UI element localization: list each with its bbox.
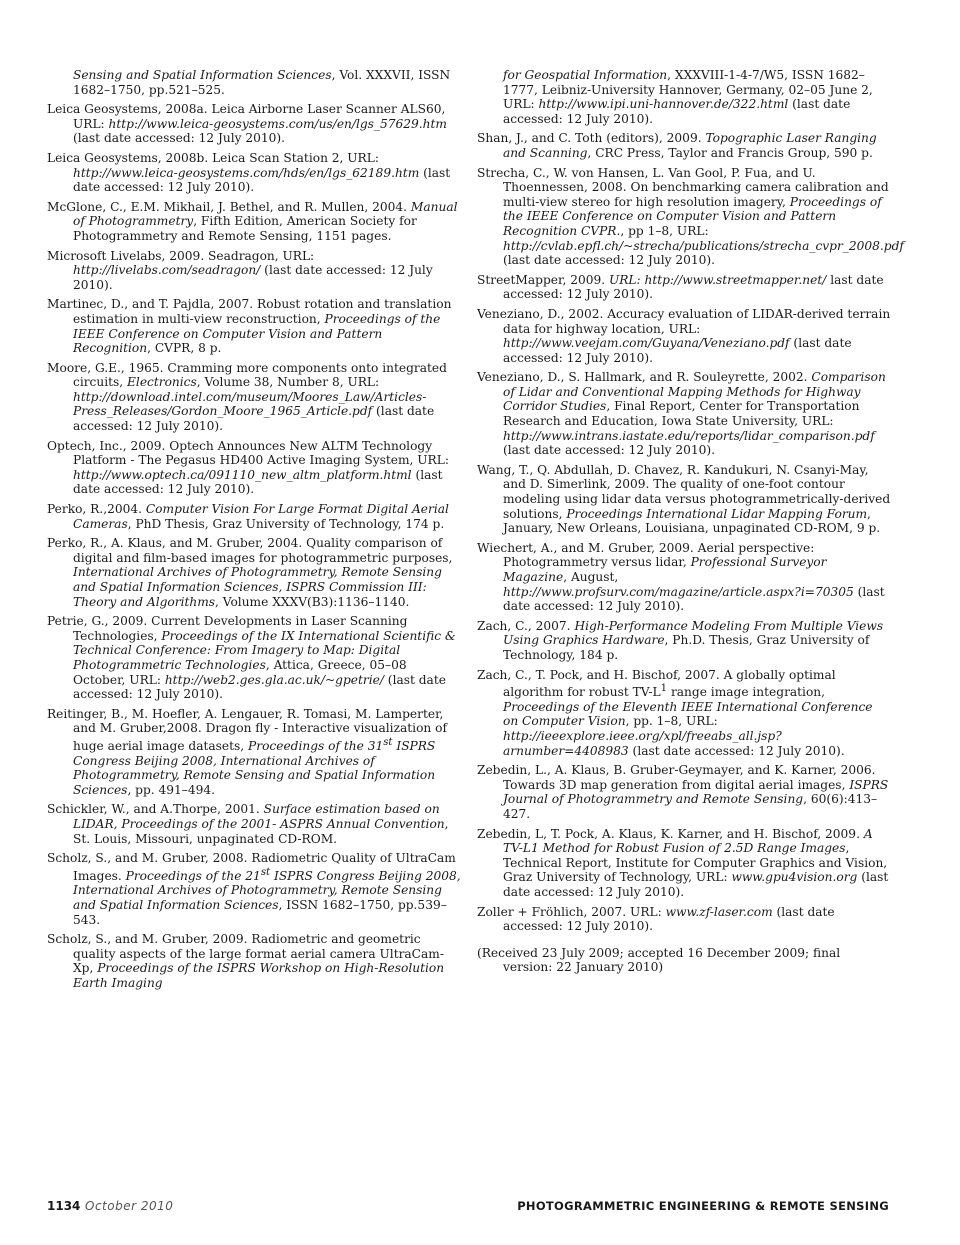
reference-entry: Zoller + Fröhlich, 2007. URL: www.zf-laser.com (last date accessed: 12 July 2010). (477, 904, 835, 934)
page-footer (47, 1199, 889, 1217)
left-column (47, 68, 461, 996)
reference-entry: Perko, R.,2004. Computer Vision For Large Format Digital Aerial Cameras, PhD Thesis, Graz University of Technology, 174 p. (47, 502, 449, 531)
reference-entry: Shan, J., and C. Toth (editors), 2009. Topographic Laser Ranging and Scanning, CRC Press, Taylor and Francis Group, 590 p. (477, 131, 877, 160)
issue-date: October 2010 (85, 1199, 174, 1213)
reference-entry: Schickler, W., and A.Thorpe, 2001. Surface estimation based on LIDAR, Proceedings of the 2001- ASPRS Annual Convention, St. Louis, Missouri, unpaginated CD-ROM. (47, 802, 449, 846)
reference-entry: Microsoft Livelabs, 2009. Seadragon, URL: http://livelabs.com/seadragon/ (last date accessed: 12 July 2010). (47, 248, 433, 292)
reference-entry: McGlone, C., E.M. Mikhail, J. Bethel, and R. Mullen, 2004. Manual of Photogrammetry, Fifth Edition, American Society for Photogrammetry and Remote Sensing, 1151 pages. (47, 199, 458, 243)
reference-entry: Moore, G.E., 1965. Cramming more components onto integrated circuits, Electronics, Volume 38, Number 8, URL: http://download.intel.com/museum/Moores_Law/Articles-Press_Releases/Gordon_Moore_1965_Article.pdf (last date accessed: 12 July 2010). (47, 360, 447, 434)
reference-entry: Strecha, C., W. von Hansen, L. Van Gool, P. Fua, and U. Thoennessen, 2008. On benchmarking camera calibration and multi-view stereo for high resolution imagery, Proceedings of the IEEE Conference on Computer Vision and Pattern Recognition CVPR., pp 1–8, URL: http://cvlab.epfl.ch/~strecha/publications/strecha_cvpr_2008.pdf (last date accessed: 12 July 2010). (477, 165, 904, 268)
reference-entry: Zach, C., T. Pock, and H. Bischof, 2007. A globally optimal algorithm for robust $TV-L^1$ range image integration, Proceedings of the Eleventh IEEE International Conference on Computer Vision, pp. 1–8, URL: http://ieeexplore.ieee.org/xpl/freeabs_all.jsp?arnumber=4408983 (last date accessed: 12 July 2010). (477, 667, 873, 758)
journal-name: PHOTOGRAMMETRIC ENGINEERING & REMOTE SENSING (517, 1199, 889, 1213)
reference-entry: Martinec, D., and T. Pajdla, 2007. Robust rotation and translation estimation in multi-view reconstruction, Proceedings of the IEEE Conference on Computer Vision and Pattern Recognition, CVPR, 8 p. (47, 297, 452, 356)
reference-entry: Wiechert, A., and M. Gruber, 2009. Aerial perspective: Photogrammetry versus lidar, Professional Surveyor Magazine, August, http://www.profsurv.com/magazine/article.aspx?i=70305 (last date accessed: 12 July 2010). (477, 540, 885, 614)
reference-entry: Zebedin, L., A. Klaus, B. Gruber-Geymayer, and K. Karner, 2006. Towards 3D map generation from digital aerial images, ISPRS Journal of Photogrammetry and Remote Sensing, 60(6):413–427. (477, 763, 889, 821)
reference-entry: for Geospatial Information, XXXVIII-1-4-7/W5, ISSN 1682–1777, Leibniz-University Hannover, Germany, 02–05 June 2, URL: http://www.ipi.uni-hannover.de/322.html (last date accessed: 12 July 2010). (503, 68, 873, 126)
reference-entry: Scholz, S., and M. Gruber, 2009. Radiometric and geometric quality aspects of the large format aerial camera UltraCam-Xp, Proceedings of the ISPRS Workshop on High-Resolution Earth Imaging (47, 932, 445, 990)
reference-entry: Veneziano, D., 2002. Accuracy evaluation of LIDAR-derived terrain data for highway location, URL: http://www.veejam.com/Guyana/Veneziano.pdf (last date accessed: 12 July 2010). (477, 306, 891, 365)
reference-entry: Zach, C., 2007. High-Performance Modeling From Multiple Views Using Graphics Hardware, Ph.D. Thesis, Graz University of Technology, 184 p. (477, 618, 884, 662)
reference-entry: Reitinger, B., M. Hoefler, A. Lengauer, R. Tomasi, M. Lamperter, and M. Gruber,2008. Dragon fly - Interactive visualization of huge aerial image datasets, Proceedings of the 31st ISPRS Congress Beijing 2008, International Archives of Photogrammetry, Remote Sensing and Spatial Information Sciences, pp. 491–494. (47, 706, 447, 797)
reference-entry: Perko, R., A. Klaus, and M. Gruber, 2004. Quality comparison of digital and film-based images for photogrammetric purposes, International Archives of Photogrammetry, Remote Sensing and Spatial Information Sciences, ISPRS Commission III: Theory and Algorithms, Volume XXXV(B3):1136–1140. (47, 536, 453, 609)
reference-entry: Zebedin, L, T. Pock, A. Klaus, K. Karner, and H. Bischof, 2009. A TV-L1 Method for Robust Fusion of 2.5D Range Images, Technical Report, Institute for Computer Graphics and Vision, Graz University of Technology, URL: www.gpu4vision.org (last date accessed: 12 July 2010). (477, 826, 889, 899)
reference-entry: Wang, T., Q. Abdullah, D. Chavez, R. Kandukuri, N. Csanyi-May, and D. Simerlink, 2009. The quality of one-foot contour modeling using lidar data versus photogrammetrically-derived solutions, Proceedings International Lidar Mapping Forum, January, New Orleans, Louisiana, unpaginated CD-ROM, 9 p. (477, 462, 891, 536)
reference-entry: StreetMapper, 2009. URL: http://www.streetmapper.net/ last date accessed: 12 July 2010). (477, 272, 884, 302)
reference-entry: Leica Geosystems, 2008b. Leica Scan Station 2, URL: http://www.leica-geosystems.com/hds/en/lgs_62189.htm (last date accessed: 12 July 2010). (47, 150, 451, 195)
reference-entry: Petrie, G., 2009. Current Developments in Laser Scanning Technologies, Proceedings of the IX International Scientific & Technical Conference: From Imagery to Map: Digital Photogrammetric Technologies, Attica, Greece, 05–08 October, URL: http://web2.ges.gla.ac.uk/~gpetrie/ (last date accessed: 12 July 2010). (47, 614, 456, 702)
reference-entry: Sensing and Spatial Information Sciences, Vol. XXXVII, ISSN 1682–1750, pp.521–525. (73, 68, 451, 97)
reference-entry: Scholz, S., and M. Gruber, 2008. Radiometric Quality of UltraCam Images. Proceedings of the 21st ISPRS Congress Beijing 2008, International Archives of Photogrammetry, Remote Sensing and Spatial Information Sciences, ISSN 1682–1750, pp.539–543. (47, 851, 461, 927)
reference-entry: Veneziano, D., S. Hallmark, and R. Souleyrette, 2002. Comparison of Lidar and Conventional Mapping Methods for Highway Corridor Studies, Final Report, Center for Transportation Research and Education, Iowa State University, URL: http://www.intrans.iastate.edu/reports/lidar_comparison.pdf (last date accessed: 12 July 2010). (477, 370, 886, 458)
right-column (477, 68, 904, 980)
received-note: (Received 23 July 2009; accepted 16 December 2009; final version: 22 January 2010) (477, 945, 841, 975)
reference-entry: Optech, Inc., 2009. Optech Announces New ALTM Technology Platform - The Pegasus HD400 Active Imaging System, URL: http://www.optech.ca/091110_new_altm_platform.html (last date accessed: 12 July 2010). (47, 438, 449, 497)
reference-entry: Leica Geosystems, 2008a. Leica Airborne Laser Scanner ALS60, URL: http://www.leica-geosystems.com/us/en/lgs_57629.htm (last date accessed: 12 July 2010). (47, 102, 447, 146)
right-references (477, 68, 904, 934)
page-number: 1134 (47, 1199, 81, 1213)
